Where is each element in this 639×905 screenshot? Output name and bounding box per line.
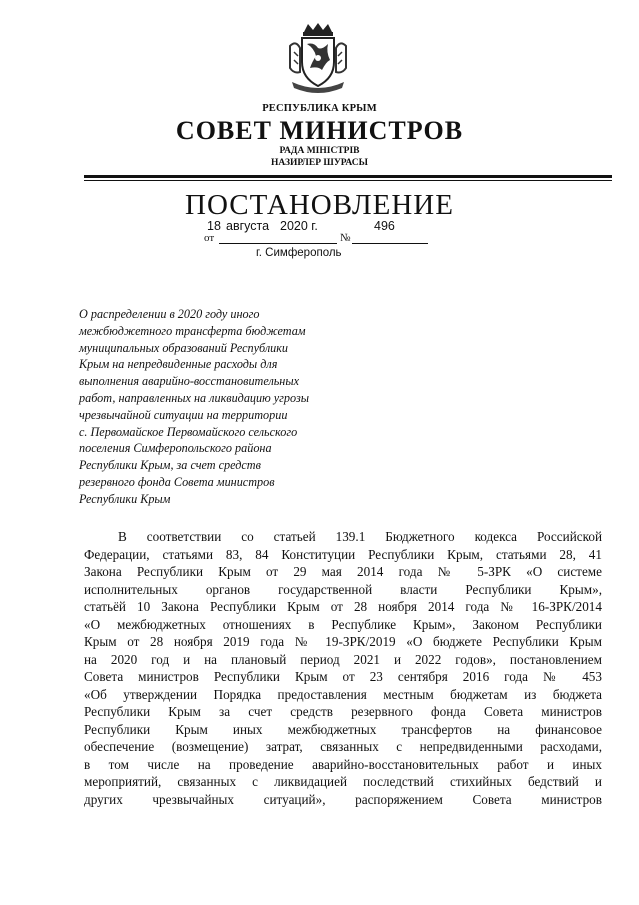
body-line: статьёй 10 Закона Республики Крым от 28 ноября 2014 года № 16-ЗРК/2014: [84, 599, 602, 614]
subject-line: резервного фонда Совета министров: [79, 474, 275, 489]
decree-year: 2020 г.: [280, 219, 318, 233]
decree-number: 496: [374, 219, 395, 233]
body-line: Республики Крым за счет средств резервного фонда Совета министров: [84, 704, 602, 719]
decree-title: ПОСТАНОВЛЕНИЕ: [185, 189, 454, 221]
decree-subject: [79, 306, 409, 508]
body-line: В соответствии со статьей 139.1 Бюджетного кодекса Российской: [118, 529, 602, 544]
body-line: в том числе на проведение аварийно-восстановительных работ и иных: [84, 756, 602, 772]
body-line: Республики Крым иных межбюджетных трансфертов на финансовое: [84, 721, 602, 737]
subject-line: Республики Крым: [79, 491, 171, 506]
decree-city: г. Симферополь: [256, 247, 342, 259]
decree-day: 18: [207, 219, 221, 233]
republic-name: РЕСПУБЛИКА КРЫМ: [262, 103, 377, 114]
crimea-coat-of-arms-icon: [286, 22, 350, 94]
number-label: №: [340, 232, 351, 244]
subject-line: межбюджетного трансферта бюджетам: [79, 323, 306, 338]
council-title: СОВЕТ МИНИСТРОВ: [175, 116, 464, 145]
decree-body-text: [84, 528, 602, 808]
body-line: Федерации, статьями 83, 84 Конституции Республики Крым, статьями 28, 41: [84, 546, 602, 562]
council-title-ukrainian: РАДА МІНІСТРІВ: [279, 146, 360, 156]
header-divider-thick: [84, 175, 612, 178]
subject-line: Крым на непредвиденные расходы для: [79, 357, 278, 372]
subject-line: муниципальных образований Республики: [79, 340, 289, 355]
subject-line: с. Первомайское Первомайского сельского: [79, 424, 298, 439]
header-divider-thin: [84, 180, 612, 181]
number-underline: [352, 243, 428, 244]
body-line: на 2020 год и на плановый период 2021 и 2022 годов», постановлением: [84, 651, 602, 667]
subject-line: О распределении в 2020 году иного: [79, 307, 260, 321]
decree-month: августа: [226, 219, 270, 233]
body-line: других чрезвычайных ситуаций», распоряжением Совета министров: [84, 791, 602, 807]
subject-line: выполнения аварийно-восстановительных: [79, 374, 300, 389]
subject-line: поселения Симферопольского района: [79, 441, 272, 456]
date-underline: [219, 243, 337, 244]
body-line: Совета министров Республики Крым от 23 сентября 2016 года № 453: [84, 669, 602, 684]
body-line: обеспечение (возмещение) затрат, связанных с непредвиденными расходами,: [84, 739, 602, 754]
council-title-tatar: НАЗИРЛЕР ШУРАСЫ: [271, 158, 368, 168]
body-line: исполнительных органов государственной власти Республики Крым»,: [84, 581, 602, 597]
subject-line: работ, направленных на ликвидацию угрозы: [79, 390, 309, 405]
body-line: Крым от 28 ноября 2019 года № 19-ЗРК/2019 «О бюджете Республики Крым: [84, 634, 602, 649]
body-line: мероприятий, связанных с ликвидацией последствий стихийных бедствий и: [84, 774, 602, 789]
body-line: Закона Республики Крым от 29 мая 2014 года № 5-ЗРК «О системе: [84, 564, 602, 579]
body-line: «Об утверждении Порядка предоставления местным бюджетам из бюджета: [84, 686, 602, 702]
subject-line: Республики Крым, за счет средств: [79, 458, 261, 473]
date-number-form-line: [0, 232, 639, 248]
subject-line: чрезвычайной ситуации на территории: [79, 407, 288, 422]
from-label: от: [204, 232, 215, 244]
body-line: «О межбюджетных отношениях в Республике Крым», Законом Республики: [84, 616, 602, 632]
